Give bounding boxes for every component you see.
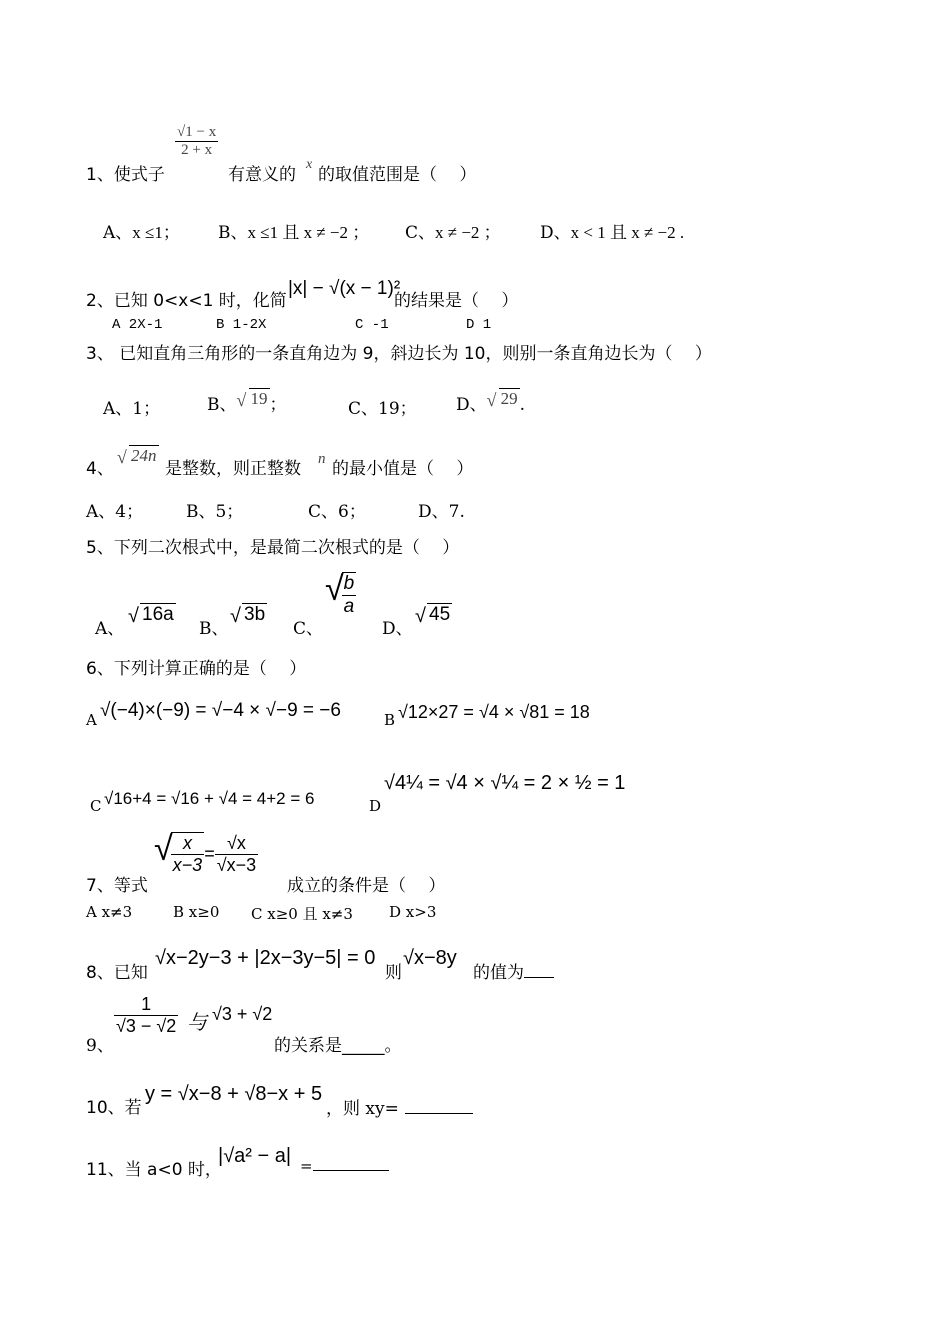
q10-expression: y = √x−8 + √8−x + 5 bbox=[145, 1083, 323, 1105]
q6-option-d: √4¼ = √4 × √¼ = 2 × ½ = 1 bbox=[384, 772, 626, 794]
q1-fraction bbox=[175, 124, 218, 159]
q6-stem: 6、下列计算正确的是（ ） bbox=[86, 659, 307, 679]
q4-option-d: D、7. bbox=[418, 502, 465, 522]
q4-stem-prefix: 4、 bbox=[86, 459, 114, 479]
q3-option-a: A、1； bbox=[103, 399, 161, 419]
q2-option-d: D 1 bbox=[466, 317, 492, 333]
q8-expression-2: √x−8y bbox=[403, 947, 457, 969]
q5-option-a-label: A、 bbox=[95, 619, 125, 639]
q4-stem-suffix: 的最小值是（ ） bbox=[332, 459, 474, 479]
q5-option-c-label: C、 bbox=[293, 619, 324, 639]
q5-option-a: √ 16a bbox=[128, 604, 174, 627]
q1-option-d: D、x < 1 且 x ≠ −2 . bbox=[540, 223, 685, 243]
q7-option-b: B x≥0 bbox=[173, 903, 220, 921]
q3-option-b: B、 √ 19 ； bbox=[207, 389, 287, 415]
q7-stem-suffix: 成立的条件是（ ） bbox=[287, 876, 446, 896]
q1-option-c: C、x ≠ −2 ； bbox=[405, 223, 501, 243]
q6-option-d-label: D bbox=[369, 797, 382, 815]
q8-stem-prefix: 8、已知 bbox=[86, 963, 148, 983]
q7-option-c: C x≥0 且 x≠3 bbox=[251, 905, 353, 923]
q2-option-c: C -1 bbox=[355, 317, 389, 333]
q1-stem-prefix: 1、使式子 bbox=[86, 165, 165, 185]
q6-option-b-label: B bbox=[384, 711, 396, 729]
q2-stem-prefix: 2、已知 0<x<1 时，化简 bbox=[86, 291, 287, 311]
q1-option-b: B、x ≤1 且 x ≠ −2 ； bbox=[218, 223, 370, 243]
q2-stem-suffix: 的结果是（ ） bbox=[394, 291, 519, 311]
q6-option-b: √12×27 = √4 × √81 = 18 bbox=[398, 702, 590, 722]
q6-option-c-label: C bbox=[90, 797, 102, 815]
q4-option-b: B、5； bbox=[186, 502, 244, 522]
q6-option-c: √16+4 = √16 + √4 = 4+2 = 6 bbox=[104, 789, 315, 808]
q5-stem: 5、下列二次根式中，是最简二次根式的是（ ） bbox=[86, 538, 460, 558]
q5-option-b: √ 3b bbox=[230, 604, 266, 627]
q4-radical: √ 24n bbox=[117, 446, 157, 467]
q1-stem-mid: 有意义的 bbox=[228, 165, 296, 185]
q7-option-a: A x≠3 bbox=[86, 903, 133, 921]
q9-connector: 与 bbox=[187, 1010, 207, 1034]
q2-option-b: B 1-2X bbox=[216, 317, 267, 333]
q6-option-a: √(−4)×(−9) = √−4 × √−9 = −6 bbox=[100, 700, 341, 721]
q4-option-a: A、4； bbox=[86, 502, 144, 522]
q9-expression: √3 + √2 bbox=[212, 1004, 273, 1024]
q1-option-a: A、x ≤1； bbox=[103, 223, 180, 243]
q8-stem-mid: 则 bbox=[385, 963, 402, 983]
q4-option-c: C、6； bbox=[308, 502, 366, 522]
q2-option-a: A 2X-1 bbox=[112, 317, 163, 333]
q3-option-d: D、 √ 29 . bbox=[456, 389, 526, 415]
q7-equation: √ $\frac{x}{x-3}$ = $\frac{√x}{√x-3}$ bbox=[154, 830, 257, 875]
q4-stem-mid: 是整数，则正整数 bbox=[165, 459, 301, 479]
q5-option-d-label: D、 bbox=[382, 619, 413, 639]
q11-stem-suffix: = bbox=[300, 1157, 389, 1175]
q5-option-d: √ 45 bbox=[415, 604, 451, 627]
q5-option-b-label: B、 bbox=[199, 619, 229, 639]
q9-fraction: $\frac{1}{√3 - √2}$ bbox=[116, 994, 177, 1036]
q9-stem-suffix: 的关系是_____。 bbox=[274, 1036, 402, 1056]
q8-stem-suffix: 的值为 bbox=[473, 958, 554, 983]
q7-stem-prefix: 7、等式 bbox=[86, 876, 148, 896]
q1-frac-num: √1 − x bbox=[177, 124, 217, 140]
q1-var-x: x bbox=[306, 157, 313, 172]
q2-expression: |x| − √(x − 1)² bbox=[288, 278, 401, 299]
q7-option-d: D x>3 bbox=[389, 903, 437, 921]
q9-stem-prefix: 9、 bbox=[86, 1036, 114, 1056]
q3-option-c: C、19； bbox=[348, 399, 417, 419]
q11-expression: |√a² − a| bbox=[218, 1145, 292, 1167]
q4-var-n: n bbox=[318, 451, 326, 467]
q10-stem-prefix: 10、若 bbox=[86, 1098, 142, 1118]
q3-stem: 3、 已知直角三角形的一条直角边为 9，斜边长为 10，则别一条直角边长为（ ） bbox=[86, 344, 712, 364]
q11-stem-prefix: 11、当 a<0 时， bbox=[86, 1160, 222, 1180]
q1-stem-suffix: 的取值范围是（ ） bbox=[318, 165, 477, 185]
q5-option-c: √ $\frac{b}{a}$ bbox=[325, 570, 355, 617]
q10-stem-suffix: ，则 xy= bbox=[326, 1094, 473, 1119]
q6-option-a-label: A bbox=[86, 711, 97, 729]
q8-expression: √x−2y−3 + |2x−3y−5| = 0 bbox=[155, 947, 376, 969]
q1-frac-den: 2 + x bbox=[181, 142, 213, 158]
